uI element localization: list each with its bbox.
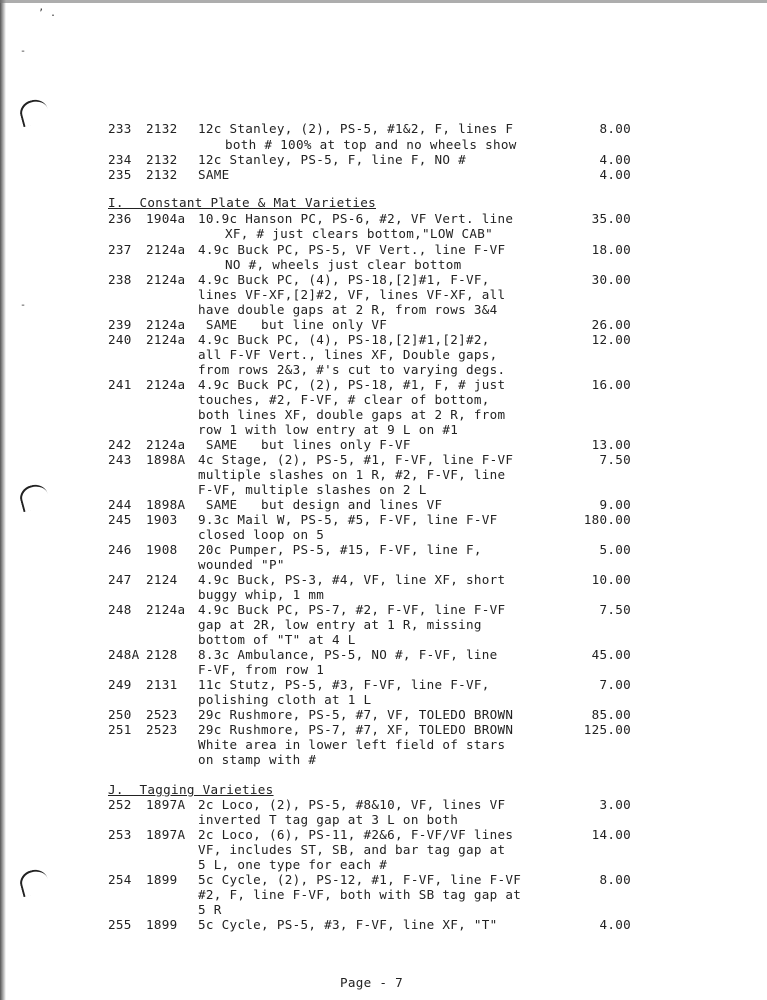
lot-description: 12c Stanley, (2), PS-5, #1&2, F, lines F (198, 121, 514, 136)
lot-description: 20c Pumper, PS-5, #15, F-VF, line F, (198, 542, 482, 557)
listing-row (0, 121, 767, 136)
listing-continuation-row (0, 226, 767, 241)
lot-description-continued: #2, F, line F-VF, both with SB tag gap at (198, 887, 522, 902)
scott-number: 1897A (146, 797, 186, 812)
scott-number: 2124a (146, 377, 186, 392)
listing-row (0, 707, 767, 722)
lot-number: 239 (108, 317, 132, 332)
lot-description: 10.9c Hanson PC, PS-6, #2, VF Vert. line (198, 211, 514, 226)
scott-number: 2132 (146, 121, 178, 136)
scott-number: 2124a (146, 332, 186, 347)
lot-number: 238 (108, 272, 132, 287)
listing-continuation-row (0, 857, 767, 872)
listing-row (0, 242, 767, 257)
listing-row (0, 917, 767, 932)
listing-row (0, 572, 767, 587)
lot-number: 240 (108, 332, 132, 347)
scott-number: 2124a (146, 242, 186, 257)
lot-description-continued: both # 100% at top and no wheels show (225, 137, 517, 152)
listing-continuation-row (0, 347, 767, 362)
listing-continuation-row (0, 692, 767, 707)
lot-number: 255 (108, 917, 132, 932)
lot-number: 248A (108, 647, 140, 662)
lot-description: 8.3c Ambulance, PS-5, NO #, F-VF, line (198, 647, 498, 662)
listing-row (0, 437, 767, 452)
listing-row (0, 677, 767, 692)
lot-description-continued: have double gaps at 2 R, from rows 3&4 (198, 302, 498, 317)
listing-continuation-row (0, 467, 767, 482)
lot-price: 45.00 (591, 647, 631, 662)
lot-description-continued: 5 R (198, 902, 222, 917)
listing-continuation-row (0, 587, 767, 602)
scott-number: 2128 (146, 647, 178, 662)
lot-description: 4.9c Buck, PS-3, #4, VF, line XF, short (198, 572, 506, 587)
lot-price: 12.00 (591, 332, 631, 347)
listing-continuation-row (0, 632, 767, 647)
listing-continuation-row (0, 302, 767, 317)
scott-number: 1904a (146, 211, 186, 226)
lot-number: 253 (108, 827, 132, 842)
lot-price: 4.00 (599, 152, 631, 167)
listing-continuation-row (0, 527, 767, 542)
lot-number: 247 (108, 572, 132, 587)
listing-row (0, 167, 767, 182)
lot-price: 35.00 (591, 211, 631, 226)
lot-price: 16.00 (591, 377, 631, 392)
scan-edge-top (0, 0, 767, 3)
lot-description-continued: inverted T tag gap at 3 L on both (198, 812, 459, 827)
lot-price: 9.00 (599, 497, 631, 512)
scott-number: 2523 (146, 707, 178, 722)
lot-description: 11c Stutz, PS-5, #3, F-VF, line F-VF, (198, 677, 490, 692)
section-heading: J. Tagging Varieties (108, 782, 274, 797)
lot-price: 85.00 (591, 707, 631, 722)
lot-description-continued: closed loop on 5 (198, 527, 325, 542)
lot-number: 237 (108, 242, 132, 257)
lot-price: 13.00 (591, 437, 631, 452)
lot-price: 8.00 (599, 872, 631, 887)
lot-description: 12c Stanley, PS-5, F, line F, NO # (198, 152, 466, 167)
lot-description: 4.9c Buck PC, (4), PS-18,[2]#1, F-VF, (198, 272, 490, 287)
listing-row (0, 872, 767, 887)
lot-price: 14.00 (591, 827, 631, 842)
lot-description-continued: multiple slashes on 1 R, #2, F-VF, line (198, 467, 506, 482)
lot-description-continued: buggy whip, 1 mm (198, 587, 325, 602)
lot-description: 2c Loco, (2), PS-5, #8&10, VF, lines VF (198, 797, 506, 812)
lot-price: 10.00 (591, 572, 631, 587)
lot-description: 4c Stage, (2), PS-5, #1, F-VF, line F-VF (198, 452, 514, 467)
scan-mark: ’ . (38, 8, 57, 19)
listing-continuation-row (0, 752, 767, 767)
lot-price: 8.00 (599, 121, 631, 136)
lot-description: 2c Loco, (6), PS-11, #2&6, F-VF/VF lines (198, 827, 514, 842)
lot-description-continued: 5 L, one type for each # (198, 857, 388, 872)
lot-number: 236 (108, 211, 132, 226)
lot-description: 4.9c Buck PC, PS-7, #2, F-VF, line F-VF (198, 602, 506, 617)
scott-number: 2124 (146, 572, 178, 587)
lot-price: 30.00 (591, 272, 631, 287)
lot-description-continued: White area in lower left field of stars (198, 737, 506, 752)
lot-description: SAME but design and lines VF (198, 497, 443, 512)
scott-number: 1898A (146, 497, 186, 512)
lot-price: 7.00 (599, 677, 631, 692)
listing-row (0, 377, 767, 392)
listing-continuation-row (0, 482, 767, 497)
listing-continuation-row (0, 362, 767, 377)
listing-continuation-row (0, 887, 767, 902)
lot-number: 245 (108, 512, 132, 527)
lot-description: 4.9c Buck PC, (4), PS-18,[2]#1,[2]#2, (198, 332, 490, 347)
listing-row (0, 452, 767, 467)
listing-row (0, 272, 767, 287)
lot-description-continued: NO #, wheels just clear bottom (225, 257, 462, 272)
lot-price: 180.00 (583, 512, 631, 527)
lot-price: 125.00 (583, 722, 631, 737)
listing-continuation-row (0, 737, 767, 752)
lot-price: 7.50 (599, 452, 631, 467)
lot-description-continued: wounded "P" (198, 557, 285, 572)
lot-number: 250 (108, 707, 132, 722)
lot-number: 249 (108, 677, 132, 692)
scott-number: 2132 (146, 167, 178, 182)
lot-description-continued: F-VF, from row 1 (198, 662, 325, 677)
listing-row (0, 647, 767, 662)
lot-description: 29c Rushmore, PS-5, #7, VF, TOLEDO BROWN (198, 707, 514, 722)
listing-row (0, 211, 767, 226)
listing-continuation-row (0, 842, 767, 857)
lot-price: 18.00 (591, 242, 631, 257)
lot-number: 242 (108, 437, 132, 452)
lot-price: 4.00 (599, 917, 631, 932)
lot-number: 251 (108, 722, 132, 737)
listing-row (0, 602, 767, 617)
listing-continuation-row (0, 422, 767, 437)
listing-continuation-row (0, 287, 767, 302)
lot-description-continued: all F-VF Vert., lines XF, Double gaps, (198, 347, 498, 362)
lot-description-continued: lines VF-XF,[2]#2, VF, lines VF-XF, all (198, 287, 506, 302)
lot-number: 233 (108, 121, 132, 136)
lot-description: 4.9c Buck PC, PS-5, VF Vert., line F-VF (198, 242, 506, 257)
lot-number: 254 (108, 872, 132, 887)
listing-row (0, 542, 767, 557)
lot-price: 7.50 (599, 602, 631, 617)
lot-price: 5.00 (599, 542, 631, 557)
listing-row (0, 152, 767, 167)
lot-description: 9.3c Mail W, PS-5, #5, F-VF, line F-VF (198, 512, 498, 527)
lot-description-continued: XF, # just clears bottom,"LOW CAB" (225, 226, 493, 241)
listing-continuation-row (0, 557, 767, 572)
scott-number: 2131 (146, 677, 178, 692)
scott-number: 1898A (146, 452, 186, 467)
lot-description: 29c Rushmore, PS-7, #7, XF, TOLEDO BROWN (198, 722, 514, 737)
lot-description-continued: F-VF, multiple slashes on 2 L (198, 482, 427, 497)
lot-price: 3.00 (599, 797, 631, 812)
page-number: Page - 7 (340, 975, 404, 990)
lot-description-continued: touches, #2, F-VF, # clear of bottom, (198, 392, 490, 407)
lot-description-continued: on stamp with # (198, 752, 317, 767)
lot-description-continued: VF, includes ST, SB, and bar tag gap at (198, 842, 506, 857)
lot-description-continued: both lines XF, double gaps at 2 R, from (198, 407, 506, 422)
lot-number: 243 (108, 452, 132, 467)
scott-number: 2124a (146, 272, 186, 287)
listing-continuation-row (0, 137, 767, 152)
lot-description: SAME (198, 167, 230, 182)
lot-description: 4.9c Buck PC, (2), PS-18, #1, F, # just (198, 377, 506, 392)
scott-number: 2124a (146, 437, 186, 452)
lot-description: SAME but line only VF (198, 317, 388, 332)
lot-description-continued: polishing cloth at 1 L (198, 692, 372, 707)
scan-mark: - (20, 46, 27, 57)
lot-price: 4.00 (599, 167, 631, 182)
listing-continuation-row (0, 902, 767, 917)
scott-number: 1903 (146, 512, 178, 527)
lot-number: 248 (108, 602, 132, 617)
listing-continuation-row (0, 812, 767, 827)
scott-number: 1899 (146, 872, 178, 887)
lot-description-continued: gap at 2R, low entry at 1 R, missing (198, 617, 482, 632)
lot-number: 252 (108, 797, 132, 812)
scott-number: 2124a (146, 602, 186, 617)
lot-description-continued: row 1 with low entry at 9 L on #1 (198, 422, 459, 437)
scott-number: 1908 (146, 542, 178, 557)
listing-continuation-row (0, 392, 767, 407)
section-heading: I. Constant Plate & Mat Varieties (108, 195, 376, 210)
scott-number: 2124a (146, 317, 186, 332)
listing-row (0, 722, 767, 737)
listing-continuation-row (0, 257, 767, 272)
listing-row (0, 317, 767, 332)
scan-mark: - (20, 300, 27, 311)
listing-continuation-row (0, 662, 767, 677)
listing-continuation-row (0, 407, 767, 422)
scott-number: 2523 (146, 722, 178, 737)
lot-number: 241 (108, 377, 132, 392)
listing-continuation-row (0, 617, 767, 632)
scott-number: 1899 (146, 917, 178, 932)
lot-description-continued: from rows 2&3, #'s cut to varying degs. (198, 362, 506, 377)
listing-row (0, 827, 767, 842)
lot-number: 234 (108, 152, 132, 167)
lot-number: 235 (108, 167, 132, 182)
lot-description: SAME but lines only F-VF (198, 437, 411, 452)
scott-number: 1897A (146, 827, 186, 842)
lot-number: 244 (108, 497, 132, 512)
lot-price: 26.00 (591, 317, 631, 332)
listing-row (0, 497, 767, 512)
lot-description: 5c Cycle, PS-5, #3, F-VF, line XF, "T" (198, 917, 498, 932)
lot-description: 5c Cycle, (2), PS-12, #1, F-VF, line F-VF (198, 872, 522, 887)
listing-row (0, 332, 767, 347)
listing-row (0, 797, 767, 812)
scott-number: 2132 (146, 152, 178, 167)
lot-description-continued: bottom of "T" at 4 L (198, 632, 356, 647)
lot-number: 246 (108, 542, 132, 557)
listing-row (0, 512, 767, 527)
